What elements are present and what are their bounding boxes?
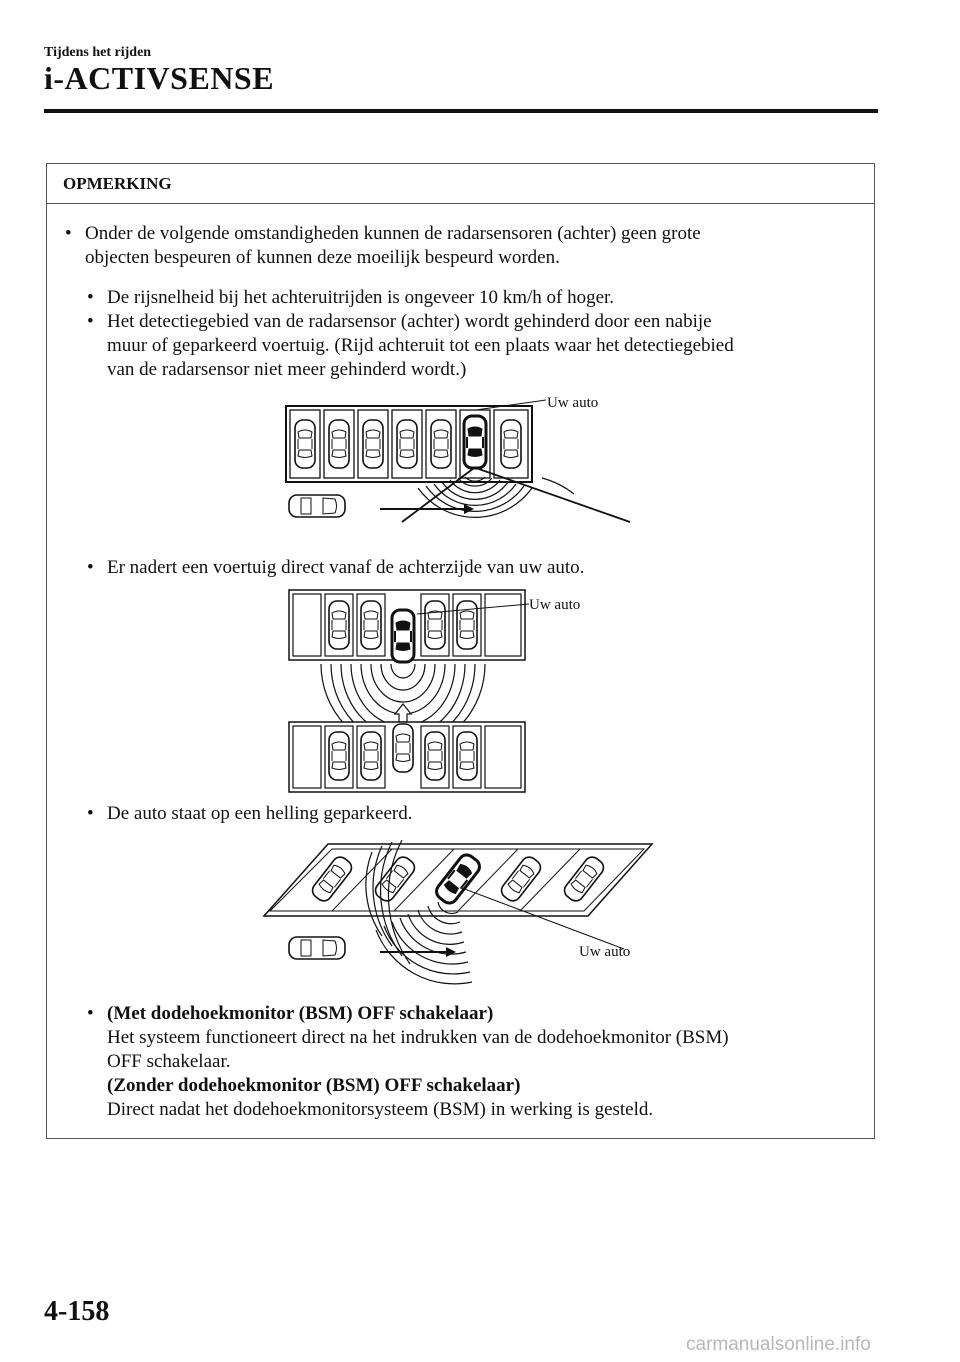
fig2-label: Uw auto <box>529 597 581 613</box>
bullet: • <box>65 223 72 244</box>
fig1-label: Uw auto <box>547 395 599 411</box>
sub3-text: Er nadert een voertuig direct vanaf de achterzijde van uw auto. <box>107 557 585 578</box>
intro-line-1: Onder de volgende omstandigheden kunnen de radarsensoren (achter) geen grote <box>85 223 701 244</box>
sub2-line-2: muur of geparkeerd voertuig. (Rijd achteruit tot een plaats waar het detectiegebied <box>107 335 734 356</box>
bullet: • <box>87 311 94 332</box>
bsm-with-switch-line-1: Het systeem functioneert direct na het indrukken van de dodehoekmonitor (BSM) <box>107 1027 729 1048</box>
bullet: • <box>87 1003 94 1024</box>
figure-approaching-vehicle <box>267 584 547 799</box>
bsm-with-switch-heading: (Met dodehoekmonitor (BSM) OFF schakelaar) <box>107 1003 494 1024</box>
watermark: carmanualsonline.info <box>686 1334 871 1355</box>
chapter-title: i-ACTIVSENSE <box>44 60 275 96</box>
sub2-line-1: Het detectiegebied van de radarsensor (achter) wordt gehinderd door een nabije <box>107 311 712 332</box>
figure-slope-parking <box>232 836 672 1006</box>
figure-wall-obstruction <box>262 394 662 554</box>
fig3-label: Uw auto <box>579 944 631 960</box>
sub1-text: De rijsnelheid bij het achteruitrijden is ongeveer 10 km/h of hoger. <box>107 287 615 308</box>
bsm-with-switch-line-2: OFF schakelaar. <box>107 1051 231 1072</box>
bullet: • <box>87 557 94 578</box>
bsm-without-switch-text: Direct nadat het dodehoekmonitorsysteem (BSM) in werking is gesteld. <box>107 1099 654 1120</box>
note-box <box>46 163 875 1139</box>
sub2-line-3: van de radarsensor niet meer gehinderd wordt.) <box>107 359 467 380</box>
section-label: Tijdens het rijden <box>44 45 152 60</box>
header-rule <box>44 109 878 113</box>
page-number: 4-158 <box>44 1296 110 1327</box>
note-header <box>47 164 874 204</box>
bsm-without-switch-heading: (Zonder dodehoekmonitor (BSM) OFF schakelaar) <box>107 1075 521 1096</box>
note-title: OPMERKING <box>63 174 172 193</box>
bullet: • <box>87 803 94 824</box>
intro-line-2: objecten bespeuren of kunnen deze moeilijk bespeurd worden. <box>85 247 560 268</box>
sub4-text: De auto staat op een helling geparkeerd. <box>107 803 413 824</box>
bullet: • <box>87 287 94 308</box>
sensor-waves <box>418 477 574 517</box>
